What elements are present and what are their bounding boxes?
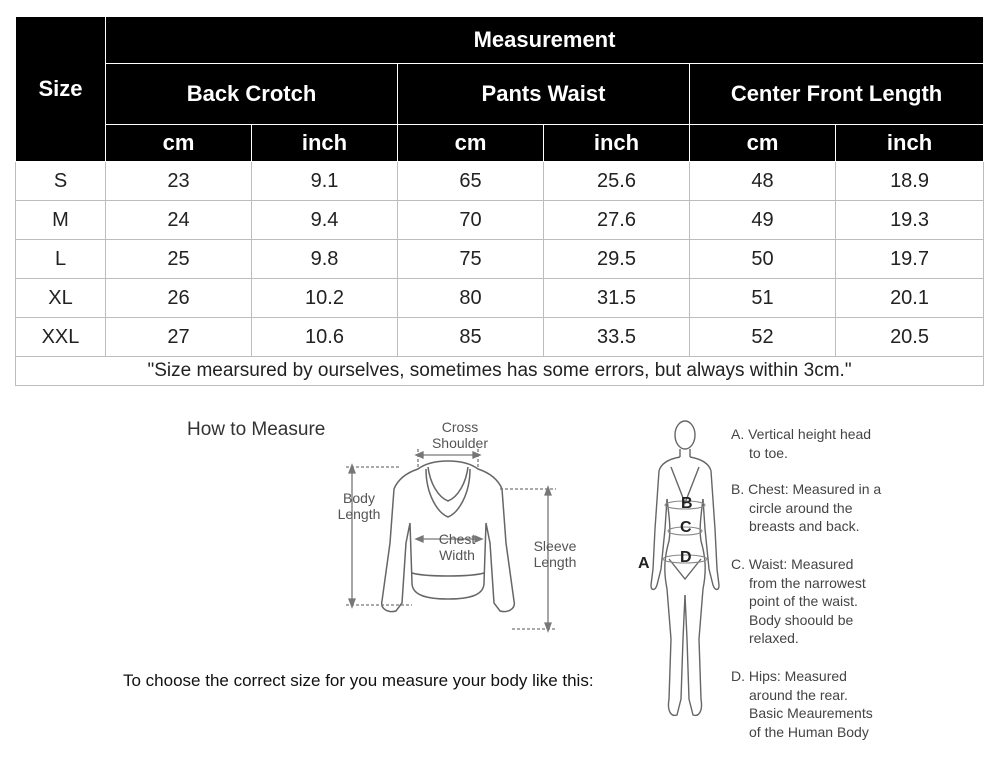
legend-c-line4: Body shoould be xyxy=(749,611,854,628)
legend-c-line1: C. Waist: Measured xyxy=(731,556,854,572)
legend-c-line3: point of the waist. xyxy=(749,593,858,609)
chest-width-line2: Width xyxy=(439,547,475,563)
table-row xyxy=(16,240,984,279)
body-length-label xyxy=(334,490,384,522)
cross-shoulder-line2: Shoulder xyxy=(431,435,489,451)
legend-a-line2: to toe. xyxy=(749,444,788,461)
measure-instruction: To choose the correct size for you measure your body like this: xyxy=(123,671,594,690)
value-cell: 9.1 xyxy=(252,162,398,201)
value-cell: 18.9 xyxy=(836,162,984,201)
unit-header: cm xyxy=(106,125,252,162)
group-header-pants-waist: Pants Waist xyxy=(398,64,690,125)
body-length-line1: Body xyxy=(343,490,375,506)
body-length-line2: Length xyxy=(337,506,381,522)
value-cell: 27.6 xyxy=(544,201,690,240)
legend-b-line3: breasts and back. xyxy=(749,518,860,534)
chest-width-label xyxy=(432,531,482,563)
legend-c-line2: from the narrowest xyxy=(749,574,866,591)
measurement-note: "Size mearsured by ourselves, sometimes has some errors, but always within 3cm." xyxy=(16,357,984,386)
value-cell: 20.5 xyxy=(836,318,984,357)
value-cell: 19.7 xyxy=(836,240,984,279)
value-cell: 25 xyxy=(106,240,252,279)
unit-header: inch xyxy=(252,125,398,162)
body-figure-icon xyxy=(645,419,725,729)
table-row xyxy=(16,201,984,240)
unit-header: cm xyxy=(398,125,544,162)
legend-b-line1: B. Chest: Measured in a xyxy=(731,481,882,497)
value-cell: 33.5 xyxy=(544,318,690,357)
value-cell: 85 xyxy=(398,318,544,357)
unit-header: inch xyxy=(836,125,984,162)
table-note-row xyxy=(16,357,984,386)
how-to-measure-section xyxy=(0,395,1000,766)
legend-d-line3: Basic Meaurements xyxy=(749,705,873,721)
legend-b-line2: circle around the xyxy=(749,499,853,516)
sleeve-length-label xyxy=(527,538,583,570)
table-row xyxy=(16,162,984,201)
legend-item-c xyxy=(731,555,866,648)
legend-c-line5: relaxed. xyxy=(749,630,799,646)
value-cell: 65 xyxy=(398,162,544,201)
value-cell: 24 xyxy=(106,201,252,240)
body-letter-a: A xyxy=(638,555,650,572)
value-cell: 48 xyxy=(690,162,836,201)
legend-item-a xyxy=(731,425,871,462)
value-cell: 23 xyxy=(106,162,252,201)
size-cell: S xyxy=(16,162,106,201)
value-cell: 52 xyxy=(690,318,836,357)
unit-header: cm xyxy=(690,125,836,162)
value-cell: 49 xyxy=(690,201,836,240)
value-cell: 9.8 xyxy=(252,240,398,279)
value-cell: 27 xyxy=(106,318,252,357)
sleeve-length-line1: Sleeve xyxy=(533,538,577,554)
value-cell: 20.1 xyxy=(836,279,984,318)
legend-item-b xyxy=(731,480,881,536)
value-cell: 19.3 xyxy=(836,201,984,240)
value-cell: 80 xyxy=(398,279,544,318)
size-cell: M xyxy=(16,201,106,240)
table-row xyxy=(16,279,984,318)
sleeve-length-line2: Length xyxy=(533,554,577,570)
value-cell: 29.5 xyxy=(544,240,690,279)
value-cell: 9.4 xyxy=(252,201,398,240)
value-cell: 50 xyxy=(690,240,836,279)
table-row xyxy=(16,318,984,357)
legend-d-line1: D. Hips: Measured xyxy=(731,668,847,684)
body-letter-b: B xyxy=(681,495,693,512)
size-header: Size xyxy=(16,17,106,162)
value-cell: 75 xyxy=(398,240,544,279)
size-cell: L xyxy=(16,240,106,279)
cross-shoulder-label xyxy=(425,419,495,451)
value-cell: 26 xyxy=(106,279,252,318)
size-cell: XXL xyxy=(16,318,106,357)
value-cell: 31.5 xyxy=(544,279,690,318)
value-cell: 70 xyxy=(398,201,544,240)
value-cell: 51 xyxy=(690,279,836,318)
legend-d-line4: of the Human Body xyxy=(749,723,869,740)
body-letter-c: C xyxy=(680,519,692,536)
value-cell: 10.6 xyxy=(252,318,398,357)
how-to-measure-title: How to Measure xyxy=(187,419,326,440)
legend-d-line2: around the rear. xyxy=(749,686,848,703)
body-letter-d: D xyxy=(680,549,692,566)
size-cell: XL xyxy=(16,279,106,318)
measurement-header: Measurement xyxy=(106,17,984,64)
value-cell: 25.6 xyxy=(544,162,690,201)
legend-a-line1: A. Vertical height head xyxy=(731,426,872,442)
group-header-center-front-length: Center Front Length xyxy=(690,64,984,125)
size-chart-table xyxy=(15,16,984,386)
chest-width-line1: Chest xyxy=(438,531,476,547)
group-header-back-crotch: Back Crotch xyxy=(106,64,398,125)
unit-header: inch xyxy=(544,125,690,162)
legend-item-d xyxy=(731,667,873,741)
cross-shoulder-line1: Cross xyxy=(441,419,479,435)
value-cell: 10.2 xyxy=(252,279,398,318)
